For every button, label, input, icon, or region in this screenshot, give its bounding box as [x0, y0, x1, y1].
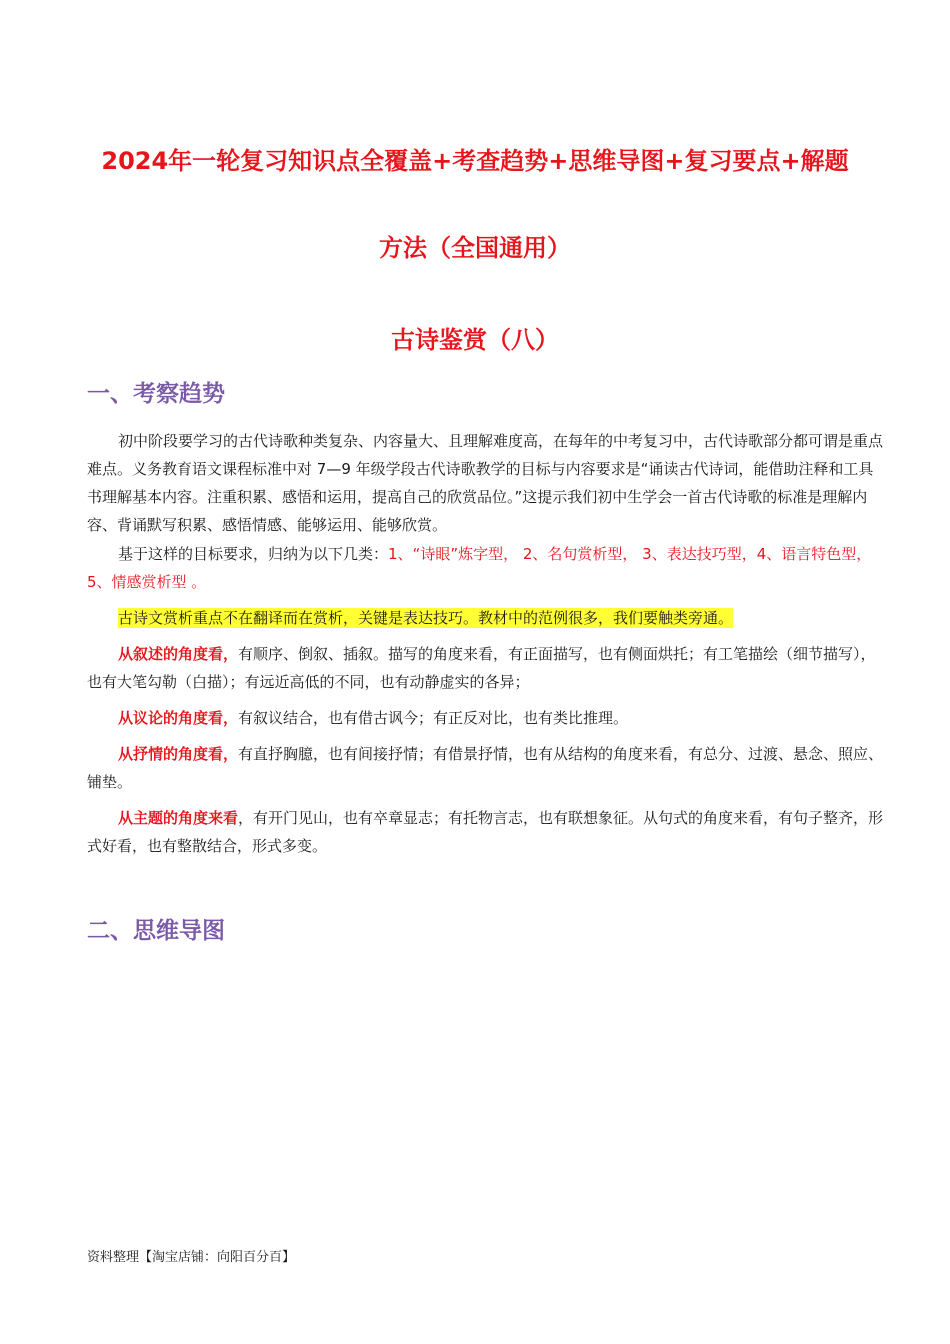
question-types-list: 1、“诗眼”炼字型， 2、名句赏析型， 3、表达技巧型，4、语言特色型，5、情感赏析型 。: [87, 545, 872, 591]
section-heading-mindmap: 二、思维导图: [87, 918, 225, 944]
argument-angle-label: 从议论的角度看，: [118, 709, 239, 727]
document-subtitle: 古诗鉴赏（八）: [391, 326, 559, 354]
theme-angle-text: ，有开门见山，也有卒章显志；有托物言志，也有联想象征。从句式的角度来看，有句子整齐，形式好看，也有整散结合，形式多变。: [87, 809, 884, 855]
argument-angle-text: 有叙议结合，也有借古讽今；有正反对比，也有类比推理。: [238, 709, 629, 727]
paragraph-lyric: [87, 740, 887, 796]
lyric-angle-text: 有直抒胸臆，也有间接抒情；有借景抒情，也有从结构的角度来看，有总分、过渡、悬念、照应、铺垫。: [87, 745, 884, 791]
paragraph-argument: [87, 704, 887, 732]
theme-angle-label: 从主题的角度来看: [118, 809, 239, 827]
paragraph-narrative: [87, 640, 887, 696]
narrative-angle-text: 有顺序、倒叙、插叙。描写的角度来看，有正面描写，也有侧面烘托；有工笔描绘（细节描写），也有大笔勾勒（白描）；有远近高低的不同，也有动静虚实的各异；: [87, 645, 876, 691]
paragraph-intro: [87, 427, 887, 539]
paragraph-highlight: [87, 604, 887, 632]
lyric-angle-label: 从抒情的角度看，: [118, 745, 239, 763]
paragraph-goals: [87, 540, 887, 596]
paragraph-goals-lead: 基于这样的目标要求，归纳为以下几类：: [118, 545, 389, 563]
document-title-line-2: 方法（全国通用）: [379, 234, 571, 262]
page-footer: 资料整理【淘宝店铺：向阳百分百】: [87, 1250, 296, 1265]
narrative-angle-label: 从叙述的角度看，: [118, 645, 239, 663]
paragraph-theme: [87, 804, 887, 860]
paragraph-intro-text: 初中阶段要学习的古代诗歌种类复杂、内容量大、且理解难度高，在每年的中考复习中，古代诗歌部分都可谓是重点难点。义务教育语文课程标准中对 7—9 年级学段古代诗歌教学的目标与内容要求是“诵读古代诗词，能借助注释和工具书理解基本内容。注重积累、感悟和运用，提高自己的欣赏品位。”这提示我们初中生学会一首古代诗歌的标准是理解内容、背诵默写积累、感悟情感、能够运用、能够欣赏。: [87, 432, 884, 534]
highlighted-key-point: 古诗文赏析重点不在翻译而在赏析，关键是表达技巧。教材中的范例很多，我们要触类旁通。: [118, 609, 734, 627]
section-heading-trend: 一、考察趋势: [87, 381, 225, 407]
document-title-line-1: 2024年一轮复习知识点全覆盖+考查趋势+思维导图+复习要点+解题: [101, 147, 849, 175]
